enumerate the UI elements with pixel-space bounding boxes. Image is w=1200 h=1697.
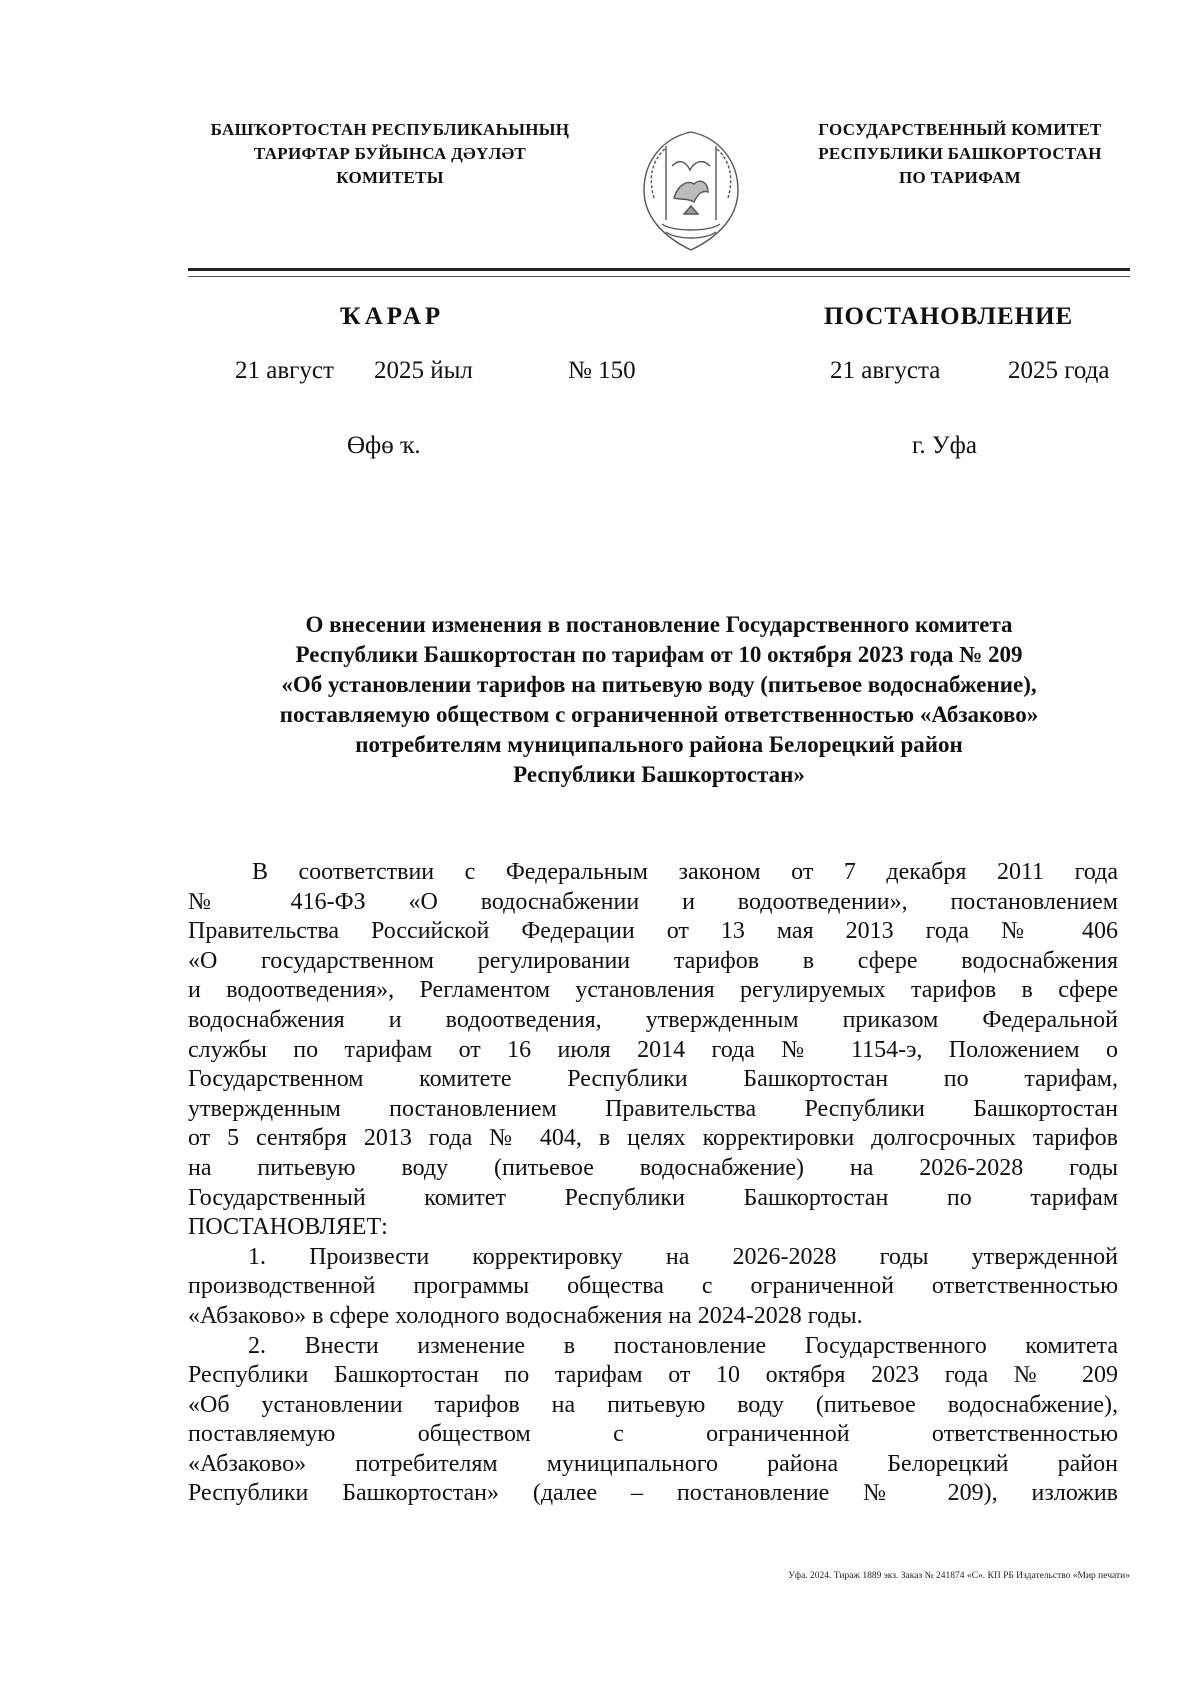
body-line: Республики Башкортостан по тарифам от 10 октября 2023 года № 209 <box>188 1362 1118 1389</box>
decree-title-bashkir: ҠАРАР <box>340 303 445 330</box>
printer-imprint: Уфа. 2024. Тираж 1889 экз. Заказ № 241874 «С». КП РБ Издательство «Мир печати» <box>788 1571 1130 1581</box>
committee-name-russian <box>780 118 1140 190</box>
body-line: 1. Произвести корректировку на 2026-2028 годы утвержденной <box>248 1243 1118 1270</box>
title-line: потребителям муниципального района Белорецкий район <box>355 732 963 757</box>
date-russian-year: 2025 года <box>1008 357 1110 384</box>
title-line: Республики Башкортостан» <box>513 762 805 787</box>
body-line: производственной программы общества с ограниченной ответственностью <box>188 1273 1118 1300</box>
header-line: ПО ТАРИФАМ <box>899 168 1021 187</box>
body-line: поставляемую обществом с ограниченной ответственностью <box>188 1421 1118 1448</box>
decree-title-russian: ПОСТАНОВЛЕНИЕ <box>824 303 1074 330</box>
document-title <box>188 610 1130 790</box>
body-line: водоснабжения и водоотведения, утвержденным приказом Федеральной <box>188 1006 1118 1033</box>
date-bashkir-day: 21 август <box>235 357 334 384</box>
header-divider-thin <box>188 276 1130 277</box>
header-line: КОМИТЕТЫ <box>336 168 444 187</box>
body-line: от 5 сентября 2013 года № 404, в целях корректировки долгосрочных тарифов <box>188 1125 1118 1152</box>
header-line: РЕСПУБЛИКИ БАШКОРТОСТАН <box>818 144 1102 163</box>
body-line: Государственный комитет Республики Башкортостан по тарифам <box>188 1184 1118 1211</box>
body-line: и водоотведения», Регламентом установления регулируемых тарифов в сфере <box>188 977 1118 1004</box>
document-body <box>188 858 1118 1509</box>
body-line: ПОСТАНОВЛЯЕТ: <box>188 1214 388 1241</box>
place-bashkir: Өфө ҡ. <box>347 432 421 459</box>
body-line: «Об установлении тарифов на питьевую воду (питьевое водоснабжение), <box>188 1391 1118 1418</box>
committee-name-bashkir <box>170 118 610 190</box>
body-line: Государственном комитете Республики Башкортостан по тарифам, <box>188 1066 1118 1093</box>
body-line: утвержденным постановлением Правительства Республики Башкортостан <box>188 1095 1118 1122</box>
title-line: поставляемую обществом с ограниченной ответственностью «Абзаково» <box>279 702 1039 727</box>
body-line: № 416-ФЗ «О водоснабжении и водоотведении», постановлением <box>188 888 1118 915</box>
date-russian-day: 21 августа <box>830 357 941 384</box>
title-line: О внесении изменения в постановление Государственного комитета <box>305 612 1013 637</box>
header-line: БАШҠОРТОСТАН РЕСПУБЛИКАҺЫНЫҢ <box>210 120 570 139</box>
header-line: ТАРИФТАР БУЙЫНСА ДӘҮЛӘТ <box>253 144 527 163</box>
body-line: Правительства Российской Федерации от 13 мая 2013 года № 406 <box>188 918 1118 945</box>
body-line: службы по тарифам от 16 июля 2014 года № 1154-э, Положением о <box>188 1036 1118 1063</box>
body-line: «Абзаково» потребителям муниципального района Белорецкий район <box>188 1450 1118 1477</box>
decree-number: № 150 <box>568 357 636 384</box>
title-line: Республики Башкортостан по тарифам от 10 октября 2023 года № 209 <box>295 642 1023 667</box>
date-bashkir-year: 2025 йыл <box>374 357 473 384</box>
body-line: «О государственном регулировании тарифов в сфере водоснабжения <box>188 947 1118 974</box>
body-line: на питьевую воду (питьевое водоснабжение) на 2026-2028 годы <box>188 1154 1118 1181</box>
body-line: Республики Башкортостан» (далее – постановление № 209), изложив <box>188 1480 1118 1507</box>
body-line: 2. Внести изменение в постановление Государственного комитета <box>248 1332 1118 1359</box>
body-line: «Абзаково» в сфере холодного водоснабжения на 2024-2028 годы. <box>188 1302 863 1329</box>
place-russian: г. Уфа <box>912 432 977 459</box>
header-line: ГОСУДАРСТВЕННЫЙ КОМИТЕТ <box>818 120 1102 139</box>
coat-of-arms-icon <box>632 128 750 256</box>
title-line: «Об установлении тарифов на питьевую воду (питьевое водоснабжение), <box>281 672 1037 697</box>
header-divider <box>188 268 1130 271</box>
body-line: В соответствии с Федеральным законом от 7 декабря 2011 года <box>252 859 1118 885</box>
